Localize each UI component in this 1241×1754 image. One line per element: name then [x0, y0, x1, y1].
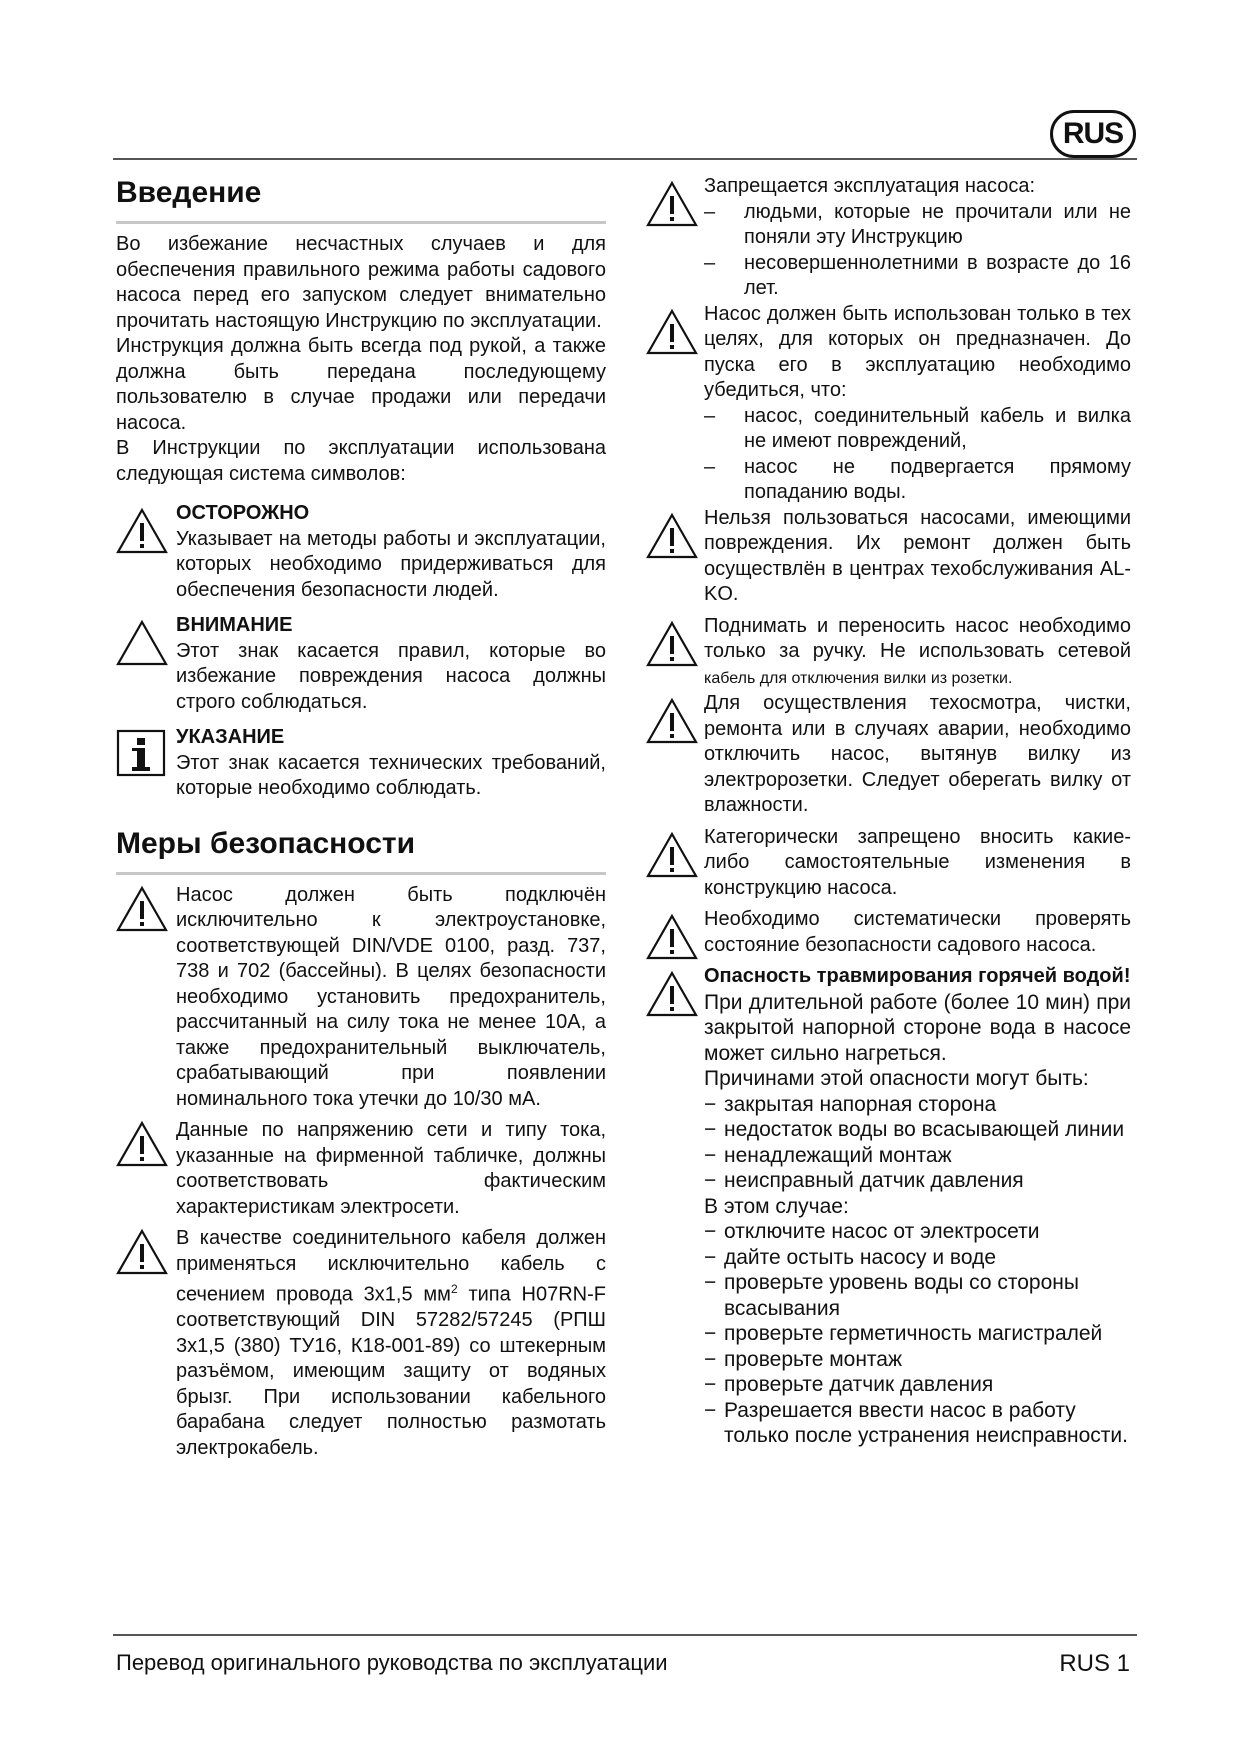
list-item: – насос, соединительный кабель и вилка не имеют повреждений,	[704, 404, 1131, 452]
list-item: − Разрешается ввести насос в работу только после устранения неисправности.	[704, 1398, 1128, 1447]
purpose-block	[646, 302, 1131, 506]
footer-divider	[113, 1634, 1137, 1636]
warning-exclamation-icon	[646, 620, 698, 668]
hot-water-title: Опасность травмирования горячей водой!	[704, 965, 1131, 987]
list-item: − проверьте уровень воды со стороны всасывания	[704, 1271, 1079, 1320]
attention-title: ВНИМАНИЕ	[176, 614, 293, 636]
list-item: − проверьте датчик давления	[704, 1373, 994, 1396]
safety-item-1	[116, 883, 606, 1113]
warning-exclamation-icon	[116, 1120, 168, 1168]
safety-text-2: Данные по напряжению сети и типу тока, указанные на фирменной табличке, должны соответствовать фактическим характеристикам электросети.	[176, 1119, 606, 1218]
note-title: УКАЗАНИЕ	[176, 726, 285, 748]
warning-exclamation-icon	[116, 1228, 168, 1276]
list-item: – людьми, которые не прочитали или не поняли эту Инструкцию	[704, 200, 1131, 248]
modification-block	[646, 825, 1131, 902]
symbol-attention	[116, 613, 606, 715]
warning-exclamation-icon	[646, 697, 698, 745]
warning-triangle-icon	[116, 619, 168, 667]
warning-exclamation-icon	[116, 885, 168, 933]
intro-paragraph-1: Во избежание несчастных случаев и для обеспечения правильного режима работы садового насоса перед его запуском следует внимательно прочитать настоящую Инструкцию по эксплуатации.	[116, 233, 606, 332]
safety-heading: Меры безопасности	[116, 826, 416, 860]
note-text: Этот знак касается технических требований, которые необходимо соблюдать.	[176, 751, 606, 799]
list-item: – несовершеннолетними в возрасте до 16 лет.	[704, 251, 1131, 299]
prohibition-heading: Запрещается эксплуатация насоса:	[704, 175, 1036, 197]
list-item: − проверьте монтаж	[704, 1347, 903, 1371]
list-item: − отключите насос от электросети	[704, 1220, 1040, 1243]
list-item: − недостаток воды во всасывающей линии	[704, 1118, 1125, 1141]
warning-exclamation-icon	[646, 831, 698, 879]
safety-item-3	[116, 1226, 606, 1461]
list-item: − ненадлежащий монтаж	[704, 1143, 952, 1167]
list-item: – насос не подвергается прямому попаданию воды.	[704, 455, 1131, 503]
warning-exclamation-icon	[646, 970, 698, 1018]
prohibition-block	[646, 174, 1131, 302]
modification-text: Категорически запрещено вносить какие-либо самостоятельные изменения в конструкцию насоса.	[704, 825, 1131, 899]
warning-exclamation-icon	[646, 913, 698, 961]
hot-water-p2: Причинами этой опасности могут быть:	[704, 1067, 1089, 1090]
inspection-text: Необходимо систематически проверять состояние безопасности садового насоса.	[704, 908, 1131, 956]
symbol-caution	[116, 501, 606, 603]
list-item: − проверьте герметичность магистралей	[704, 1322, 1103, 1345]
warning-exclamation-icon	[646, 180, 698, 228]
safety-heading-underline	[116, 872, 606, 875]
inspection-block	[646, 907, 1131, 958]
attention-text: Этот знак касается правил, которые во избежание повреждения насоса должны строго соблюдаться.	[176, 639, 606, 713]
symbol-note	[116, 725, 606, 802]
warning-exclamation-icon	[646, 308, 698, 356]
language-badge: RUS	[1050, 110, 1136, 158]
page-number: RUS 1	[1059, 1650, 1130, 1677]
safety-item-2	[116, 1118, 606, 1220]
carry-text: Поднимать и переносить насос необходимо только за ручку. Не использовать сетевой кабель для отключения вилки из розетки.	[704, 614, 1131, 687]
caution-title: ОСТОРОЖНО	[176, 502, 310, 524]
damaged-pump-block	[646, 506, 1131, 608]
list-item: − дайте остыть насосу и воде	[704, 1245, 997, 1269]
caution-text: Указывает на методы работы и эксплуатации, которых необходимо придерживаться для обеспечения безопасности людей.	[176, 527, 606, 601]
info-icon	[116, 729, 168, 777]
right-column	[704, 174, 1131, 1449]
footer-caption: Перевод оригинального руководства по эксплуатации	[116, 1650, 668, 1675]
damaged-pump-text: Нельзя пользоваться насосами, имеющими повреждения. Их ремонт должен быть осуществлён в центрах техобслуживания AL-KO.	[704, 506, 1131, 605]
hot-water-p1: При длительной работе (более 10 мин) при закрытой напорной стороне вода в насосе может сильно нагреться.	[704, 990, 1131, 1065]
warning-exclamation-icon	[646, 512, 698, 560]
warning-exclamation-icon	[116, 507, 168, 555]
intro-paragraph-2: Инструкция должна быть всегда под рукой, а также должна быть передана последующему пользователю в случае продажи или передачи насоса.	[116, 335, 606, 434]
safety-text-1: Насос должен быть подключён исключительно к электроустановке, соответствующей DIN/VDE 0100, разд. 737, 738 и 702 (бассейны). В целях безопасности необходимо установить предохранитель, рассчитанный на силу тока не менее 10А, а также предохранительный выключатель, срабатывающий при появлении номинального тока утечки до 10/30 мА.	[176, 883, 606, 1110]
intro-paragraph-3: В Инструкции по эксплуатации использована следующая система символов:	[116, 437, 606, 485]
maintenance-block	[646, 691, 1131, 819]
left-column	[116, 173, 606, 1461]
list-item: − закрытая напорная сторона	[704, 1092, 997, 1116]
purpose-text: Насос должен быть использован только в тех целях, для которых он предназначен. До пуска его в эксплуатацию необходимо убедиться, что:	[704, 302, 1131, 401]
hot-water-block	[646, 964, 1131, 1449]
maintenance-text: Для осуществления техосмотра, чистки, ремонта или в случаях аварии, необходимо отключить насос, вытянув вилку из электророзетки. Следует оберегать вилку от влажности.	[704, 692, 1131, 816]
header-divider	[113, 158, 1137, 160]
safety-text-3: В качестве соединительного кабеля должен применяться исключительно кабель с сечением провода 3х1,5 $мм^2$ типа H07RN-F соответствующий DIN 57282/57245 (РПШ 3х1,5 (380) ТУ16, К18-001-89) со штекерным разъёмом, имеющим защиту от водяных брызг. При использовании кабельного барабана следует полностью размотать электрокабель.	[176, 1227, 607, 1459]
carry-block	[646, 614, 1131, 692]
hot-water-p3: В этом случае:	[704, 1194, 849, 1218]
intro-heading: Введение	[116, 176, 262, 209]
intro-heading-underline	[116, 221, 606, 224]
list-item: − неисправный датчик давления	[704, 1169, 1024, 1192]
